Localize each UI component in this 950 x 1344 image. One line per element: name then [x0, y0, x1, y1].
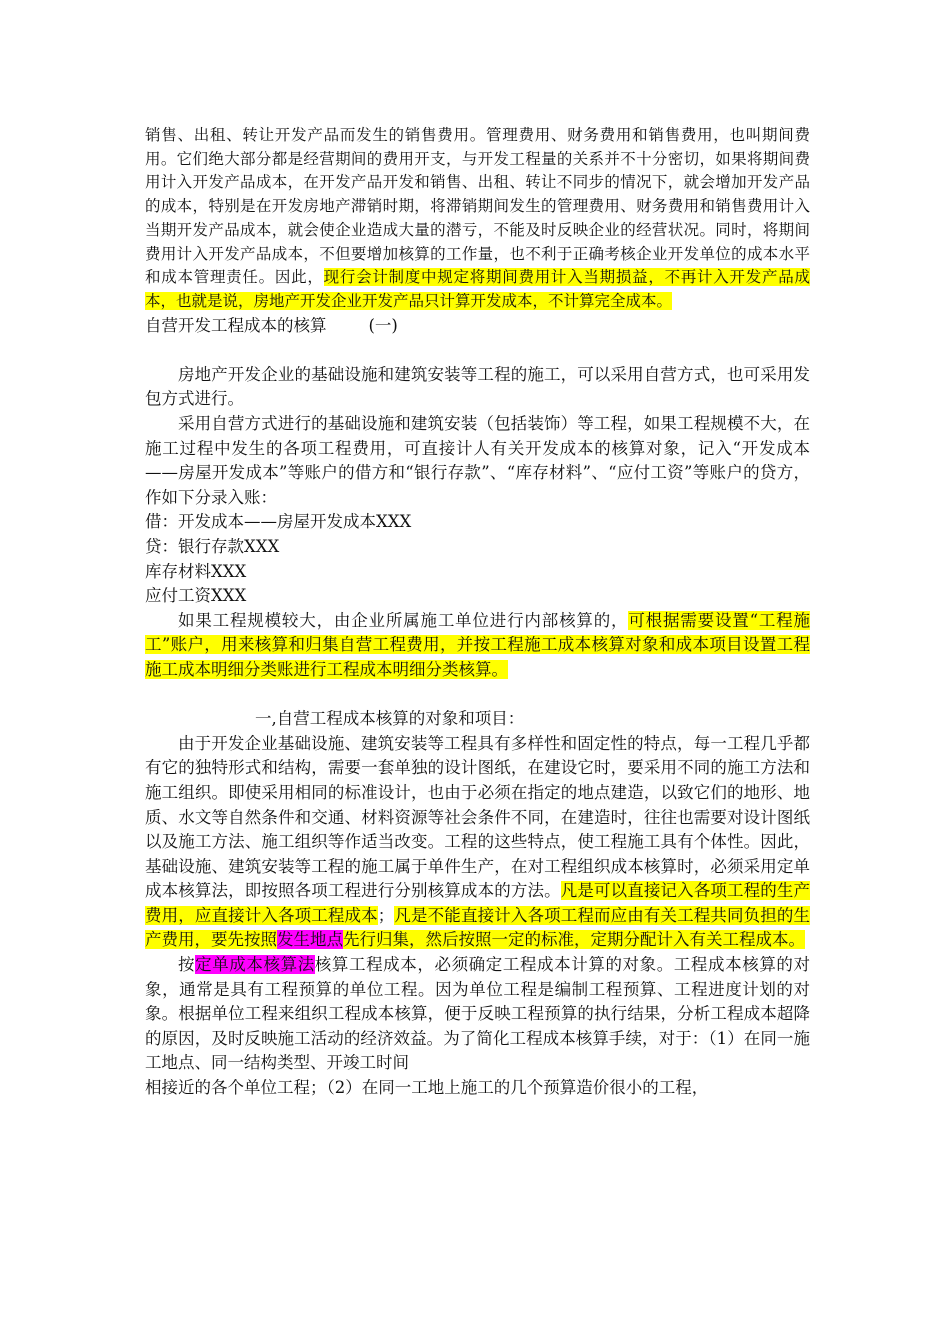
- intro-paragraph: [145, 124, 810, 314]
- paragraph-d-highlight-2: 凡是不能直接计入各项工程而应由有关工程共同负担的生产费用，要先按照: [145, 905, 811, 950]
- paragraph-f: 相接近的各个单位工程；（2）在同一工地上施工的几个预算造价很小的工程，: [145, 1078, 709, 1098]
- paragraph-d-highlight-1: 凡是可以直接记入各项工程的生产费用，应直接计入各项工程成本: [145, 881, 811, 925]
- paragraph-e-magenta: 定单成本核算法: [195, 955, 315, 975]
- paragraph-e: [145, 953, 810, 1076]
- paragraph-d-text: 由于开发企业基础设施、建筑安装等工程具有多样性和固定性的特点，每一工程几乎都有它的独特形式和结构，需要一套单独的设计图纸，在建设它时，要采用不同的施工方法和施工组织。即使采用相同的标准设计，也由于必须在指定的地点建造，以致它们的地形、地质、水文等自然条件和交通、材料资源等社会条件不同，在建造时，往往也需要对设计图纸以及施工方法、施工组织等作适当改变。工程的这些特点，使工程施工具有个体性。因此，基础设施、建筑安装等工程的施工属于单件生产，在对工程组织成本核算时，必须采用定单成本核算法，即按照各项工程进行分别核算成本的方法。: [145, 733, 810, 901]
- blank-line: [145, 683, 810, 708]
- section-heading: 自营开发工程成本的核算 (一): [145, 315, 398, 335]
- entry-inventory: 库存材料XXX: [145, 561, 247, 581]
- paragraph-a: 房地产开发企业的基础设施和建筑安装等工程的施工，可以采用自营方式，也可采用发包方式进行。: [145, 364, 810, 409]
- paragraph-d-highlight-3: 先行归集，然后按照一定的标准，定期分配计入有关工程成本。: [343, 930, 805, 950]
- paragraph-d: [145, 732, 810, 953]
- paragraph-c-highlight: 可根据需要设置“工程施工”账户，用来核算和归集自营工程费用，并按工程施工成本核算对象和成本项目设置工程施工成本明细分类账进行工程成本明细分类核算。: [145, 610, 811, 679]
- paragraph-d-magenta: 发生地点: [277, 930, 343, 950]
- paragraph-c: [145, 609, 810, 683]
- entry-wages: 应付工资XXX: [145, 586, 247, 606]
- paragraph-b: 采用自营方式进行的基础设施和建筑安装（包括装饰）等工程，如果工程规模不大，在施工过程中发生的各项工程费用，可直接计人有关开发成本的核算对象，记入“开发成本——房屋开发成本”等账户的借方和“银行存款”、“库存材料”、“应付工资”等账户的贷方，作如下分录入账：: [145, 414, 810, 507]
- paragraph-e-pre: 按: [178, 955, 196, 975]
- sub-heading: 一,自营工程成本核算的对象和项目：: [255, 709, 525, 729]
- intro-highlight: 现行会计制度中规定将期间费用计入当期损益，不再计入开发产品成本，也就是说，房地产开发企业开发产品只计算开发成本，不计算完全成本。: [145, 268, 810, 310]
- document-page: [145, 124, 810, 1101]
- blank-line: [145, 338, 810, 363]
- paragraph-d-sep: ；: [377, 905, 395, 925]
- entry-credit: 贷：银行存款XXX: [145, 536, 280, 556]
- paragraph-c-text: 如果工程规模较大，由企业所属施工单位进行内部核算的，: [178, 610, 629, 630]
- intro-text: 销售、出租、转让开发产品而发生的销售费用。管理费用、财务费用和销售费用，也叫期间费用。它们绝大部分都是经营期间的费用开支，与开发工程量的关系并不十分密切，如果将期间费用计入开发产品成本，在开发产品开发和销售、出租、转让不同步的情况下，就会增加开发产品的成本，特别是在开发房地产滞销时期，将滞销期间发生的管理费用、财务费用和销售费用计入当期开发产品成本，就会使企业造成大量的潜亏，不能及时反映企业的经营状况。同时，将期间费用计入开发产品成本，不但要增加核算的工作量，也不利于正确考核企业开发单位的成本水平和成本管理责任。因此，: [145, 126, 810, 287]
- entry-debit: 借：开发成本——房屋开发成本XXX: [145, 512, 412, 532]
- paragraph-e-post: 核算工程成本，必须确定工程成本计算的对象。工程成本核算的对象，通常是具有工程预算的单位工程。因为单位工程是编制工程预算、工程进度计划的对象。根据单位工程来组织工程成本核算，便于反映工程预算的执行结果，分析工程成本超降的原因，及时反映施工活动的经济效益。为了简化工程成本核算手续，对于：（1）在同一施工地点、同一结构类型、开竣工时间: [145, 955, 811, 1073]
